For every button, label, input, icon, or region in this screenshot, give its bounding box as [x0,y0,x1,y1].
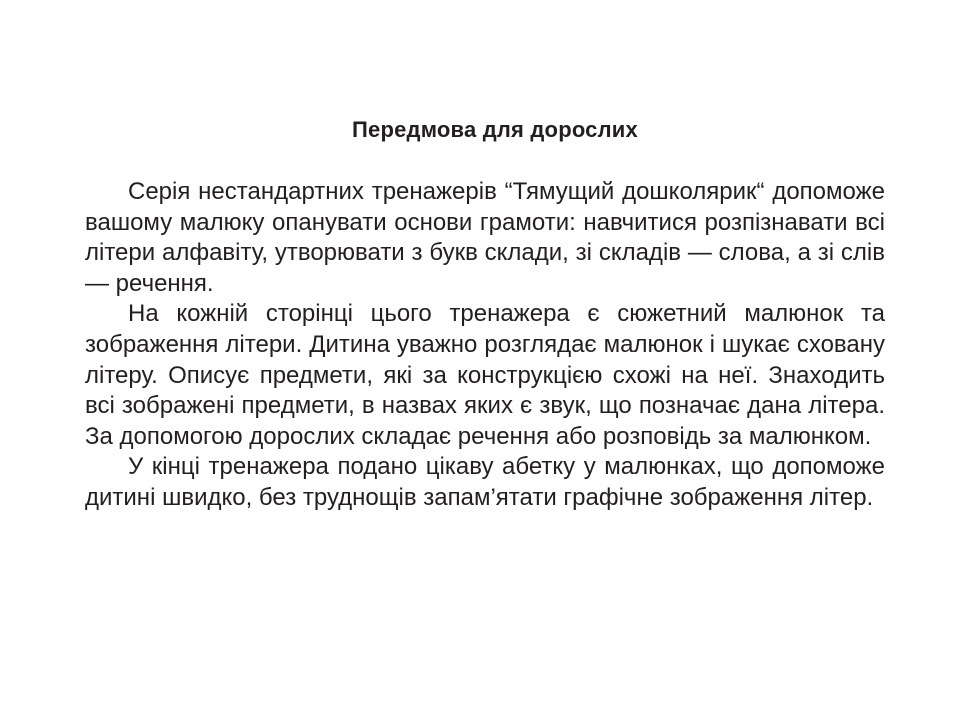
paragraph-3: У кінці тренажера подано цікаву абетку у малюнках, що допоможе дитині швидко, без труднощів запам’ятати графічне зображення літер. [85,453,885,511]
document-body [85,177,885,514]
document-page [85,116,885,514]
page-title: Передмова для дорослих [352,117,638,142]
paragraph-1: Серія нестандартних тренажерів “Тямущий дошколярик“ допоможе вашому малюку опанувати основи грамоти: навчитися розпізнавати всі літери алфавіту, утворювати з букв склади, зі складів — слова, а зі слів — речення. [85,178,885,297]
paragraph-2: На кожній сторінці цього тренажера є сюжетний малюнок та зображення літери. Дитина уважно розглядає малюнок і шукає сховану літеру. Описує предмети, які за конструкцією схожі на неї. Знаходить всі зображені предмети, в назвах яких є звук, що позначає дана літера. За допомогою дорослих складає речення або розповідь за малюнком. [85,300,885,450]
